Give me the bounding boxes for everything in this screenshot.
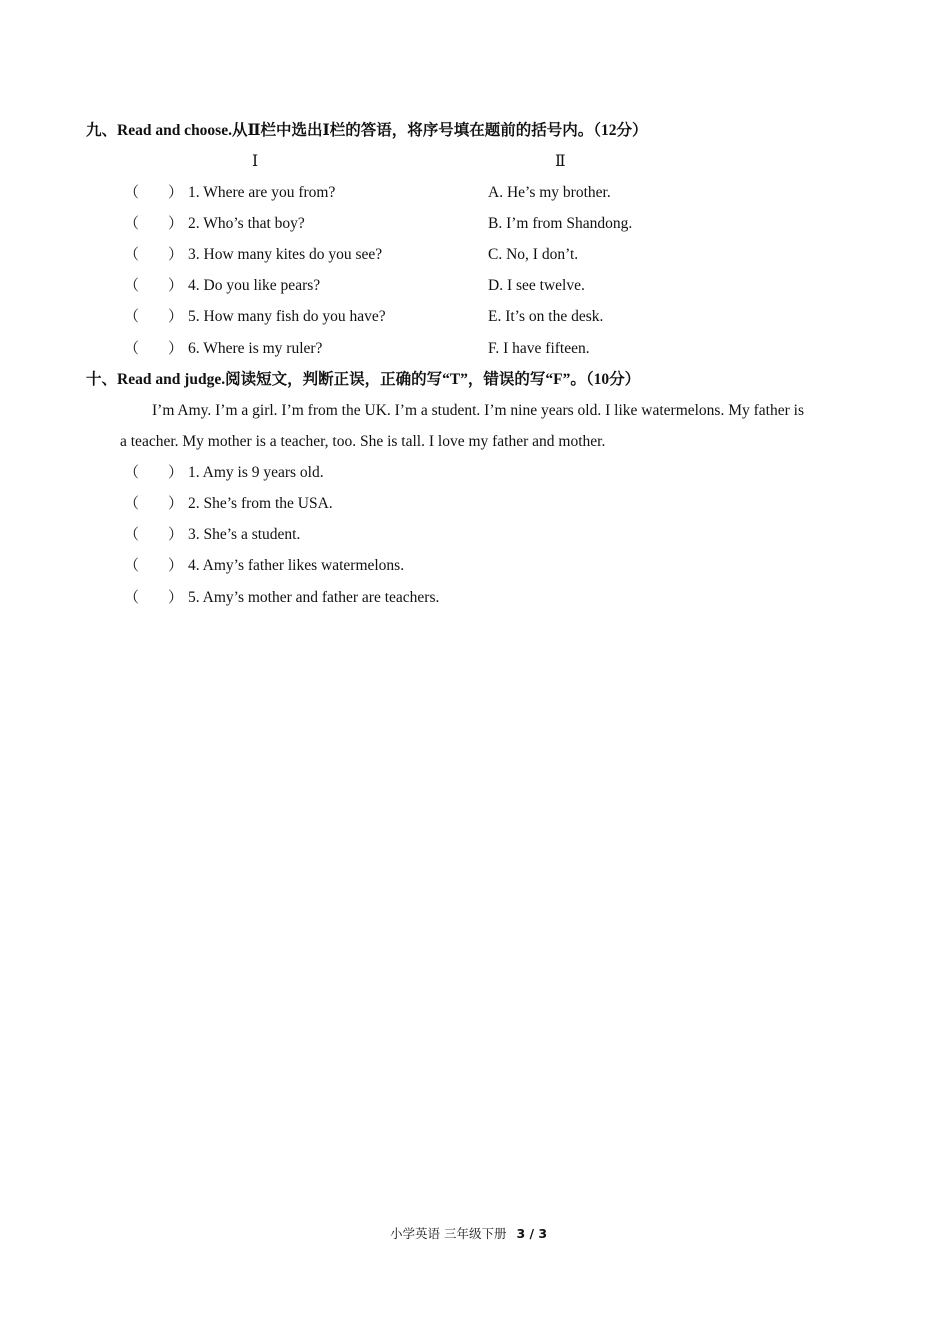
- page-number: 3 / 3: [516, 1226, 548, 1241]
- passage-line-1: I’m Amy. I’m a girl. I’m from the UK. I’m a student. I’m nine years old. I like watermelons. My father is: [152, 402, 804, 419]
- column-1-label: Ⅰ: [252, 153, 259, 170]
- page-footer: [390, 1224, 547, 1244]
- answer-option: B. I’m from Shandong.: [488, 215, 633, 232]
- answer-paren-open: （: [124, 278, 140, 294]
- answer-paren-open: （: [124, 341, 140, 357]
- answer-paren-close: ）: [168, 341, 184, 357]
- answer-paren-open: （: [124, 558, 140, 574]
- answer-paren-open: （: [124, 527, 140, 543]
- section-10-heading: 十、Read and judge.阅读短文，判断正误，正确的写“T”，错误的写“F”。（10分）: [86, 371, 641, 388]
- answer-paren-open: （: [124, 590, 140, 606]
- question-text: 1. Where are you from?: [188, 184, 336, 201]
- answer-paren-open: （: [124, 309, 140, 325]
- answer-paren-open: （: [124, 496, 140, 512]
- statement-text: 3. She’s a student.: [188, 526, 301, 543]
- answer-paren-close: ）: [168, 590, 184, 606]
- answer-paren-close: ）: [168, 216, 184, 232]
- passage-line-2: a teacher. My mother is a teacher, too. She is tall. I love my father and mother.: [120, 433, 606, 450]
- answer-paren-open: （: [124, 185, 140, 201]
- answer-paren-close: ）: [168, 558, 184, 574]
- question-text: 4. Do you like pears?: [188, 277, 321, 294]
- section-9-heading: 九、Read and choose.从Ⅱ栏中选出Ⅰ栏的答语，将序号填在题前的括号内。（12分）: [86, 122, 648, 139]
- answer-option: C. No, I don’t.: [488, 246, 579, 263]
- footer-label: 小学英语 三年级下册: [390, 1226, 507, 1241]
- answer-paren-open: （: [124, 465, 140, 481]
- statement-text: 1. Amy is 9 years old.: [188, 464, 324, 481]
- answer-option: E. It’s on the desk.: [488, 308, 604, 325]
- column-2-label: Ⅱ: [555, 153, 566, 170]
- statement-text: 4. Amy’s father likes watermelons.: [188, 557, 405, 574]
- question-text: 6. Where is my ruler?: [188, 340, 323, 357]
- question-text: 3. How many kites do you see?: [188, 246, 383, 263]
- answer-paren-close: ）: [168, 496, 184, 512]
- question-text: 2. Who’s that boy?: [188, 215, 305, 232]
- answer-option: A. He’s my brother.: [488, 184, 611, 201]
- answer-paren-open: （: [124, 247, 140, 263]
- answer-option: F. I have fifteen.: [488, 340, 590, 357]
- answer-paren-close: ）: [168, 247, 184, 263]
- statement-text: 2. She’s from the USA.: [188, 495, 333, 512]
- question-text: 5. How many fish do you have?: [188, 308, 386, 325]
- statement-text: 5. Amy’s mother and father are teachers.: [188, 589, 440, 606]
- answer-paren-open: （: [124, 216, 140, 232]
- answer-paren-close: ）: [168, 527, 184, 543]
- answer-option: D. I see twelve.: [488, 277, 585, 294]
- answer-paren-close: ）: [168, 465, 184, 481]
- answer-paren-close: ）: [168, 278, 184, 294]
- answer-paren-close: ）: [168, 309, 184, 325]
- answer-paren-close: ）: [168, 185, 184, 201]
